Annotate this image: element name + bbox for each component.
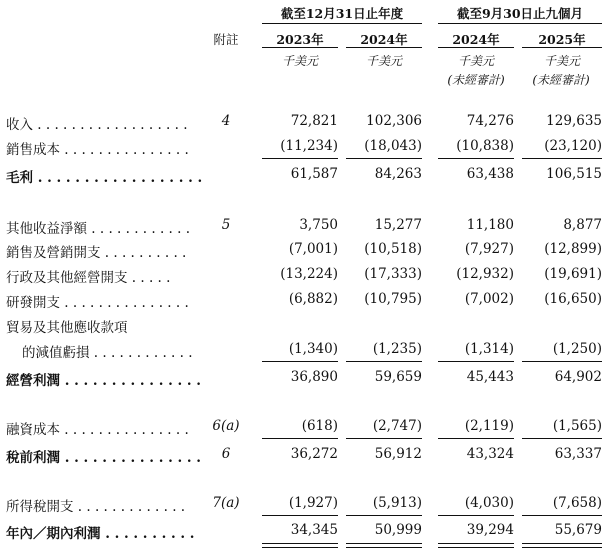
cell-value: (7,002) [464,291,514,307]
cell-value: (16,650) [544,291,602,307]
cell-value: 55,679 [554,522,602,538]
row-note: 6 [221,446,231,462]
row-note: 5 [221,217,231,233]
cell-value: (618) [301,418,338,434]
year-header-rule [262,47,338,48]
row-label-admin-expenses: 行政及其他經營開支 . . . . . [6,270,171,286]
year-header-rule [438,47,514,48]
row-label-cost-of-sales: 銷售成本 . . . . . . . . . . . . . . . [6,142,189,158]
cell-value: 63,438 [466,166,514,182]
row-label-gross-profit: 毛利 . . . . . . . . . . . . . . . . . . [6,170,203,186]
row-note: 6(a) [212,418,240,434]
cell-value: 102,306 [366,113,422,129]
cell-value: 45,443 [466,369,514,385]
group-header-year-ended: 截至12月31日止年度 [280,6,404,21]
note-column-header: 附註 [213,32,239,47]
cell-value: 129,635 [546,113,602,129]
row-label-selling-expenses: 銷售及營銷開支 . . . . . . . . . . [6,245,187,261]
cell-value: (7,658) [552,495,602,511]
cell-value: (23,120) [544,138,602,154]
year-header: 2025年 [538,32,586,47]
cell-value: (12,932) [456,266,514,282]
cell-value: 34,345 [290,522,338,538]
cell-value: 64,902 [554,369,602,385]
cell-value: (1,235) [372,341,422,357]
cell-value: (7,001) [288,241,338,257]
cell-value: (5,913) [372,495,422,511]
cell-value: 36,272 [290,446,338,462]
cell-value: 84,263 [374,166,422,182]
cell-value: (12,899) [544,241,602,257]
total-double-rule [262,543,338,548]
year-header: 2024年 [360,32,408,47]
total-double-rule [438,543,514,548]
cell-value: (11,234) [280,138,338,154]
cell-value: (17,333) [364,266,422,282]
group-header-rule [438,23,602,24]
year-header: 2024年 [452,32,500,47]
cell-value: (4,030) [464,495,514,511]
row-label-operating-profit: 經營利潤 . . . . . . . . . . . . . . . [6,373,201,389]
subtotal-rule [346,361,422,362]
total-double-rule [346,543,422,548]
year-header-rule [522,47,602,48]
cell-value: 50,999 [374,522,422,538]
cell-value: 56,912 [374,446,422,462]
unaudited-label: (未經審計) [532,73,590,87]
row-label-impairment-line1: 貿易及其他應收款項 [6,320,128,336]
cell-value: 36,890 [290,369,338,385]
subtotal-rule [522,438,602,439]
row-label-profit-for-period: 年內／期內利潤 . . . . . . . . . . [6,526,195,542]
cell-value: (10,838) [456,138,514,154]
subtotal-rule [262,438,338,439]
subtotal-rule [262,515,338,516]
row-label-impairment-line2: 的減值虧損 . . . . . . . . . . . . [22,345,193,361]
cell-value: (10,518) [364,241,422,257]
subtotal-rule [522,361,602,362]
cell-value: (2,119) [464,418,514,434]
row-note: 4 [221,113,231,129]
cell-value: 43,324 [466,446,514,462]
cell-value: (7,927) [464,241,514,257]
cell-value: 8,877 [563,217,602,233]
row-note: 7(a) [212,495,240,511]
subtotal-rule [346,438,422,439]
row-label-revenue: 收入 . . . . . . . . . . . . . . . . . . [6,117,188,133]
cell-value: (13,224) [280,266,338,282]
cell-value: (1,250) [552,341,602,357]
cell-value: 106,515 [546,166,602,182]
row-label-finance-costs: 融資成本 . . . . . . . . . . . . . . . [6,422,189,438]
unaudited-label: (未經審計) [447,73,505,87]
unit-label: 千美元 [281,54,318,68]
cell-value: (1,565) [552,418,602,434]
subtotal-rule [438,361,514,362]
row-label-profit-before-tax: 稅前利潤 . . . . . . . . . . . . . . . [6,450,201,466]
subtotal-rule [262,158,338,159]
cell-value: (1,927) [288,495,338,511]
cell-value: (19,691) [544,266,602,282]
group-header-rule [262,23,422,24]
subtotal-rule [262,361,338,362]
cell-value: 39,294 [466,522,514,538]
cell-value: (1,340) [288,341,338,357]
unit-label: 千美元 [365,54,402,68]
unit-label: 千美元 [543,54,580,68]
row-label-income-tax: 所得稅開支 . . . . . . . . . . . . . [6,499,186,515]
total-double-rule [522,543,602,548]
subtotal-rule [346,515,422,516]
cell-value: (2,747) [372,418,422,434]
cell-value: 11,180 [466,217,514,233]
unit-label: 千美元 [457,54,494,68]
subtotal-rule [522,515,602,516]
subtotal-rule [522,158,602,159]
cell-value: 15,277 [374,217,422,233]
cell-value: 72,821 [290,113,338,129]
group-header-nine-months: 截至9月30日止九個月 [456,6,584,21]
year-header: 2023年 [276,32,324,47]
cell-value: (1,314) [464,341,514,357]
cell-value: (10,795) [364,291,422,307]
cell-value: 63,337 [554,446,602,462]
cell-value: 74,276 [466,113,514,129]
row-label-rnd-expenses: 研發開支 . . . . . . . . . . . . . . . [6,295,189,311]
subtotal-rule [438,158,514,159]
cell-value: (18,043) [364,138,422,154]
subtotal-rule [438,515,514,516]
cell-value: 3,750 [299,217,338,233]
subtotal-rule [438,438,514,439]
cell-value: 61,587 [290,166,338,182]
cell-value: (6,882) [288,291,338,307]
year-header-rule [346,47,422,48]
cell-value: 59,659 [374,369,422,385]
row-label-other-gains: 其他收益淨額 . . . . . . . . . . . . [6,221,190,237]
subtotal-rule [346,158,422,159]
